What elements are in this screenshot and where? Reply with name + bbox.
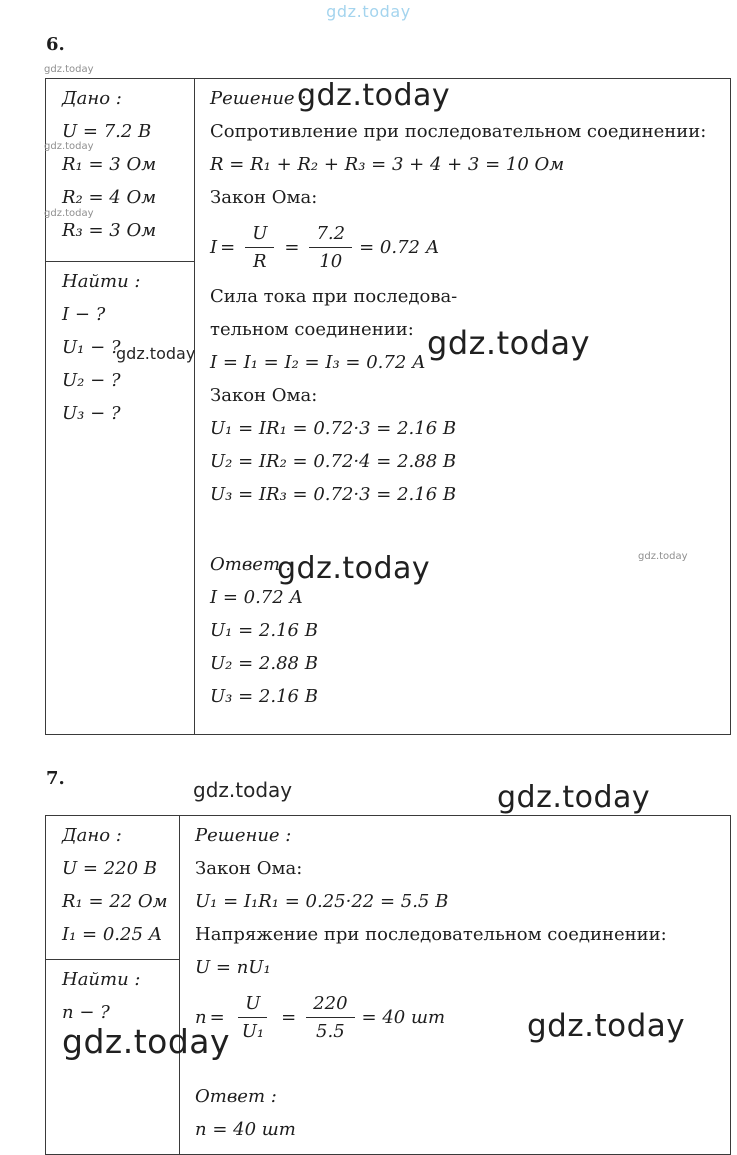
equation: U₃ = IR₃ = 0.72·3 = 2.16 В xyxy=(210,484,457,505)
fraction-result: = 0.72 А xyxy=(359,236,440,258)
problem-number-6: 6. xyxy=(46,34,65,55)
solution-text: Напряжение при последовательном соединении: xyxy=(195,924,667,945)
find-value: n − ? xyxy=(62,1002,110,1023)
solution-label: Решение : xyxy=(210,88,307,109)
equals-sign: = xyxy=(281,1006,297,1028)
equals-sign: = xyxy=(220,236,236,258)
given-label: Дано : xyxy=(62,825,122,846)
answer-value: I = 0.72 А xyxy=(210,587,304,608)
fraction xyxy=(235,993,271,1042)
fraction xyxy=(245,223,274,272)
problem7-given-column xyxy=(46,816,180,1154)
watermark-gdz-large: gdz.today xyxy=(277,551,431,586)
problem6-table xyxy=(45,78,731,735)
fraction-numerator: U xyxy=(238,993,267,1018)
watermark-gdz-large: gdz.today xyxy=(497,780,651,815)
find-value: U₂ − ? xyxy=(62,370,121,391)
answer-value: U₃ = 2.16 В xyxy=(210,686,318,707)
watermark-gdz-top: gdz.today xyxy=(326,2,411,21)
watermark-gdz-small: gdz.today xyxy=(44,64,94,75)
watermark-gdz-large: gdz.today xyxy=(297,78,451,113)
equation: U₁ = IR₁ = 0.72·3 = 2.16 В xyxy=(210,418,457,439)
solution-text: Закон Ома: xyxy=(210,385,318,406)
problem-number-7: 7. xyxy=(46,768,65,789)
fraction-result: = 40 шт xyxy=(361,1006,446,1028)
fraction-lhs: I xyxy=(210,236,218,258)
answer-label: Ответ : xyxy=(210,554,292,575)
fraction-denominator: 10 xyxy=(319,250,343,272)
fraction-numerator: U xyxy=(245,223,274,248)
given-value: U = 220 В xyxy=(62,858,158,879)
problem7-given-section xyxy=(46,816,179,960)
fraction xyxy=(309,223,352,272)
watermark-gdz-medium: gdz.today xyxy=(116,344,196,363)
fraction-denominator: R xyxy=(253,250,267,272)
find-label: Найти : xyxy=(62,969,141,990)
watermark-gdz-small: gdz.today xyxy=(44,208,94,219)
equals-sign: = xyxy=(284,236,300,258)
solution-text: тельном соединении: xyxy=(210,319,414,340)
find-value: I − ? xyxy=(62,304,106,325)
watermark-gdz-small: gdz.today xyxy=(638,551,688,562)
watermark-gdz-large: gdz.today xyxy=(427,324,591,362)
answer-label: Ответ : xyxy=(195,1086,277,1107)
find-value: U₃ − ? xyxy=(62,403,121,424)
solution-text: Сопротивление при последовательном соединении: xyxy=(210,121,707,142)
solution-text: Закон Ома: xyxy=(195,858,303,879)
equals-sign: = xyxy=(209,1006,225,1028)
equation: U = nU₁ xyxy=(195,957,271,978)
watermark-gdz-large: gdz.today xyxy=(527,1008,686,1044)
find-value: U₁ − ? xyxy=(62,337,121,358)
watermark-gdz-large: gdz.today xyxy=(62,1022,231,1061)
equation: I = I₁ = I₂ = I₃ = 0.72 А xyxy=(210,352,426,373)
problem6-given-column xyxy=(46,79,195,734)
watermark-gdz-small: gdz.today xyxy=(44,141,94,152)
problem7-table xyxy=(45,815,731,1155)
given-value: R₁ = 3 Ом xyxy=(62,154,157,175)
fraction-lhs: n xyxy=(195,1006,207,1028)
given-value: R₂ = 4 Ом xyxy=(62,187,157,208)
spacer xyxy=(195,1055,722,1085)
equation: U₂ = IR₂ = 0.72·4 = 2.88 В xyxy=(210,451,457,472)
answer-value: n = 40 шт xyxy=(195,1119,296,1140)
equation: R = R₁ + R₂ + R₃ = 3 + 4 + 3 = 10 Ом xyxy=(210,154,565,175)
watermark-gdz-medium: gdz.today xyxy=(193,778,293,802)
given-label: Дано : xyxy=(62,88,122,109)
fraction xyxy=(306,993,354,1042)
equation-with-fractions xyxy=(210,219,722,275)
given-value: I₁ = 0.25 А xyxy=(62,924,163,945)
solution-text: Сила тока при последова- xyxy=(210,286,458,307)
problem6-given-section xyxy=(46,79,194,262)
find-label: Найти : xyxy=(62,271,141,292)
equation: U₁ = I₁R₁ = 0.25·22 = 5.5 В xyxy=(195,891,449,912)
solution-label: Решение : xyxy=(195,825,292,846)
answer-value: U₂ = 2.88 В xyxy=(210,653,318,674)
fraction-denominator: U₁ xyxy=(241,1020,265,1042)
fraction-denominator: 5.5 xyxy=(316,1020,345,1042)
given-value: R₃ = 3 Ом xyxy=(62,220,157,241)
fraction-numerator: 220 xyxy=(306,993,354,1018)
spacer xyxy=(210,516,722,553)
problem6-solution-column xyxy=(195,79,730,734)
given-value: U = 7.2 В xyxy=(62,121,152,142)
problem7-solution-column xyxy=(180,816,730,1154)
given-value: R₁ = 22 Ом xyxy=(62,891,168,912)
fraction-numerator: 7.2 xyxy=(309,223,352,248)
answer-value: U₁ = 2.16 В xyxy=(210,620,318,641)
solution-text: Закон Ома: xyxy=(210,187,318,208)
